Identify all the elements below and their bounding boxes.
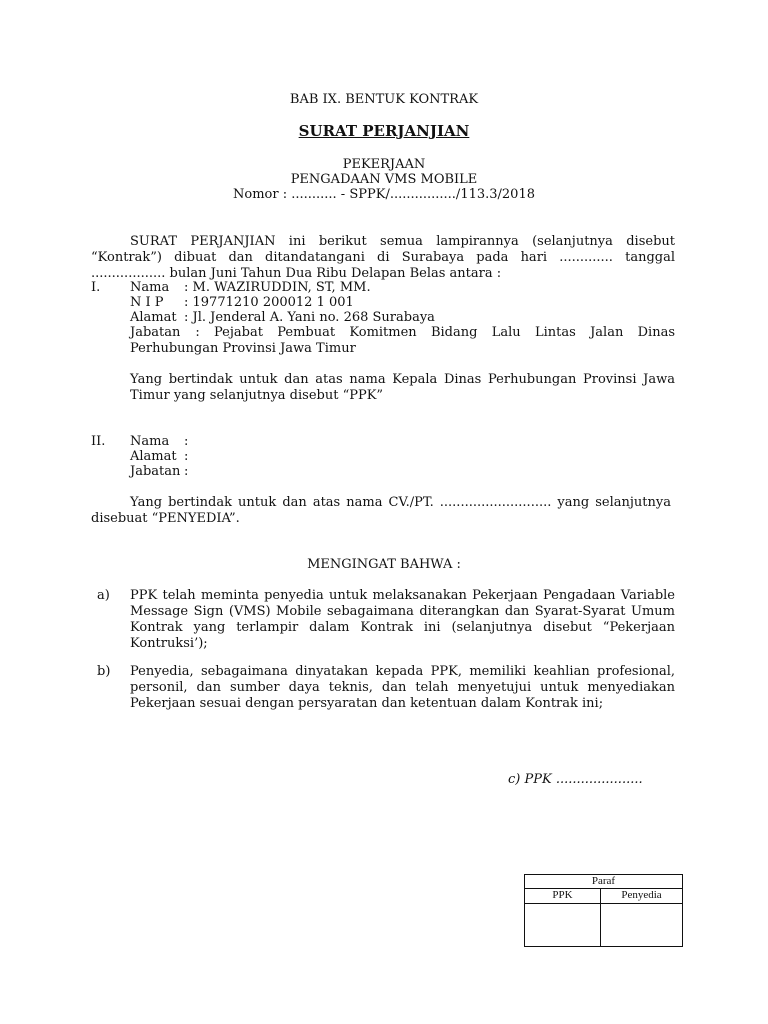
party1-position-label: Jabatan (130, 325, 181, 340)
party2-address-value: : (184, 449, 189, 464)
party2-position-value: : (184, 464, 189, 479)
contract-number: Nomor : ........... - SPPK/................/113.3/2018 (233, 187, 535, 202)
paraf-ppk-cell (525, 904, 601, 947)
paraf-title: Paraf (525, 875, 683, 889)
party2-position-label: Jabatan (130, 464, 181, 479)
paraf-col-penyedia: Penyedia (601, 889, 683, 904)
party2-address-label: Alamat (130, 449, 177, 464)
paraf-penyedia-cell (601, 904, 683, 947)
party1-nip-value: : 19771210 200012 1 001 (184, 295, 354, 310)
item-a-text: PPK telah meminta penyedia untuk melaksanakan Pekerjaan Pengadaan Variable Message Sign (VMS) Mobile sebagaimana diterangkan dan Syarat-Syarat Umum Kontrak yang terlampir dalam Kontrak ini (selanjutnya disebut “Pekerjaan Kontruksi’); (130, 588, 675, 651)
party1-position-value: : Pejabat Pembuat Komitmen Bidang Lalu Lintas Jalan Dinas Perhubungan Provinsi Jawa Timur (130, 325, 675, 356)
item-b-marker: b) (97, 664, 111, 679)
party1-numeral: I. (91, 280, 101, 295)
considering-heading: MENGINGAT BAHWA : (307, 557, 461, 572)
document-title: SURAT PERJANJIAN (298, 122, 470, 140)
party2-numeral: II. (91, 434, 106, 449)
intro-paragraph: SURAT PERJANJIAN ini berikut semua lampirannya (selanjutnya disebut “Kontrak”) dibuat dan ditandatangani di Surabaya pada hari ............. tanggal .................. bulan Juni Tahun Dua Ribu Delapan Belas antara : (91, 234, 675, 281)
chapter-heading: BAB IX. BENTUK KONTRAK (289, 92, 479, 107)
party2-name-label: Nama (130, 434, 170, 449)
work-name: PENGADAAN VMS MOBILE (290, 172, 478, 187)
party2-acting: Yang bertindak untuk dan atas nama CV./PT. ........................... yang selanjutnya disebuat “PENYEDIA”. (91, 495, 671, 526)
work-label: PEKERJAAN (342, 157, 426, 172)
item-b-text: Penyedia, sebagaimana dinyatakan kepada PPK, memiliki keahlian profesional, personil, dan sumber daya teknis, dan telah menyetujui untuk menyediakan Pekerjaan sesuai dengan persyaratan dan ketentuan dalam Kontrak ini; (130, 664, 675, 711)
party1-name-label: Nama (130, 280, 170, 295)
party2-name-value: : (184, 434, 189, 449)
item-a-marker: a) (97, 588, 110, 603)
party1-address-value: : Jl. Jenderal A. Yani no. 268 Surabaya (184, 310, 435, 325)
party1-nip-label: N I P (130, 295, 164, 310)
party1-address-label: Alamat (130, 310, 177, 325)
party1-position (130, 325, 675, 357)
paraf-col-ppk: PPK (525, 889, 601, 904)
item-c-text: c) PPK ..................... (508, 772, 643, 787)
paraf-table (524, 874, 683, 947)
party1-name-value: : M. WAZIRUDDIN, ST, MM. (184, 280, 371, 295)
party1-acting: Yang bertindak untuk dan atas nama Kepala Dinas Perhubungan Provinsi Jawa Timur yang selanjutnya disebut “PPK” (130, 372, 675, 403)
